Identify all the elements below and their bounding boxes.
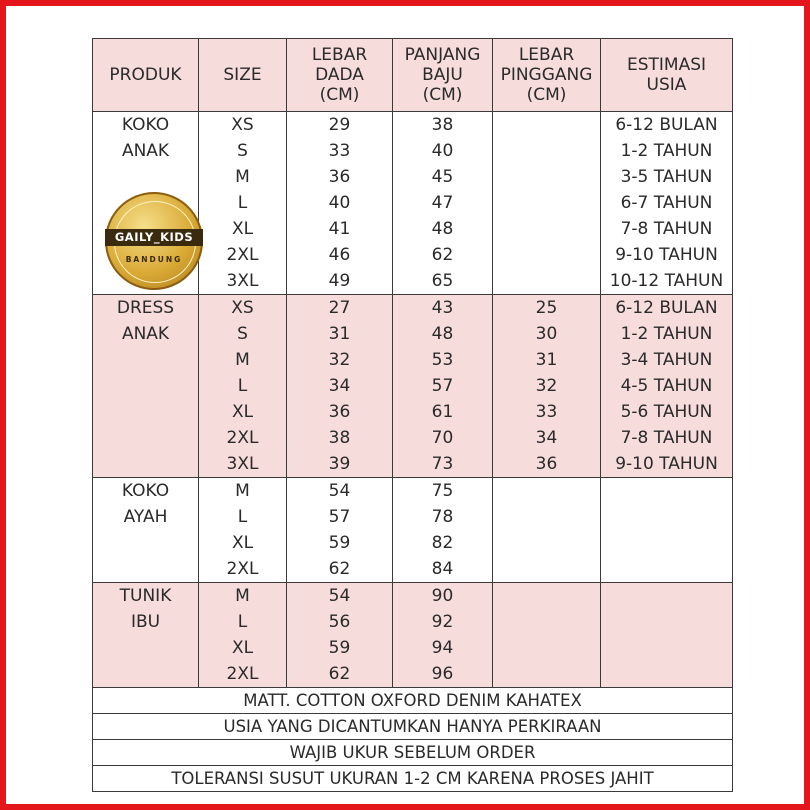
lebar-dada-cell xyxy=(287,478,393,583)
value: 6-12 BULAN xyxy=(615,298,718,318)
value: 34 xyxy=(535,428,558,448)
value: 38 xyxy=(431,115,454,135)
logo-city: BANDUNG xyxy=(125,255,183,264)
note-row xyxy=(93,688,733,714)
value: 43 xyxy=(431,298,454,318)
value: 40 xyxy=(328,193,351,213)
value: 56 xyxy=(328,612,351,632)
value: 92 xyxy=(431,612,454,632)
header-line: ESTIMASI xyxy=(626,55,707,75)
value: 45 xyxy=(431,167,454,187)
value: 49 xyxy=(328,271,351,291)
product-name-line: DRESS xyxy=(116,298,175,318)
value: 53 xyxy=(431,350,454,370)
usia-cell xyxy=(601,295,733,478)
value: 33 xyxy=(328,141,351,161)
value: 82 xyxy=(431,533,454,553)
header-line: USIA xyxy=(646,75,687,95)
value: 48 xyxy=(431,324,454,344)
header-lebar-dada xyxy=(287,39,393,112)
product-group-row xyxy=(93,478,733,583)
product-cell xyxy=(93,478,199,583)
value: 96 xyxy=(431,664,454,684)
value: 62 xyxy=(328,559,351,579)
value: M xyxy=(235,167,250,187)
product-cell xyxy=(93,295,199,478)
size-cell xyxy=(199,478,287,583)
size-cell xyxy=(199,583,287,688)
value: 57 xyxy=(328,507,351,527)
value: 3XL xyxy=(226,454,259,474)
lebar-pinggang-cell xyxy=(493,583,601,688)
value: 5-6 TAHUN xyxy=(620,402,713,422)
value: XL xyxy=(231,219,254,239)
value: XS xyxy=(231,115,254,135)
value: 36 xyxy=(535,454,558,474)
header-line: (CM) xyxy=(319,85,360,105)
value: 33 xyxy=(535,402,558,422)
value: 54 xyxy=(328,481,351,501)
value: 78 xyxy=(431,507,454,527)
lebar-dada-cell xyxy=(287,295,393,478)
value: 2XL xyxy=(226,428,259,448)
value: 30 xyxy=(535,324,558,344)
value: 57 xyxy=(431,376,454,396)
note-row xyxy=(93,714,733,740)
product-name-line: AYAH xyxy=(123,507,168,527)
value: 70 xyxy=(431,428,454,448)
value: 54 xyxy=(328,586,351,606)
value: 40 xyxy=(431,141,454,161)
value: 3-4 TAHUN xyxy=(620,350,713,370)
value: XL xyxy=(231,638,254,658)
value: S xyxy=(237,141,248,161)
size-cell xyxy=(199,112,287,295)
value: S xyxy=(237,324,248,344)
product-name-line: KOKO xyxy=(121,481,170,501)
value: 25 xyxy=(535,298,558,318)
value: M xyxy=(235,586,250,606)
value: 32 xyxy=(535,376,558,396)
value: 39 xyxy=(328,454,351,474)
value: 75 xyxy=(431,481,454,501)
panjang-baju-cell xyxy=(393,112,493,295)
product-name-line: ANAK xyxy=(121,324,170,344)
lebar-pinggang-cell xyxy=(493,478,601,583)
header-lebar-pinggang xyxy=(493,39,601,112)
lebar-dada-cell xyxy=(287,112,393,295)
value: 48 xyxy=(431,219,454,239)
product-cell xyxy=(93,583,199,688)
header-line: (CM) xyxy=(422,85,463,105)
value: 90 xyxy=(431,586,454,606)
value: 61 xyxy=(431,402,454,422)
value: 6-12 BULAN xyxy=(615,115,718,135)
value: 3-5 TAHUN xyxy=(620,167,713,187)
note-row xyxy=(93,740,733,766)
value: 10-12 TAHUN xyxy=(609,271,724,291)
value: M xyxy=(235,350,250,370)
header-line: PINGGANG xyxy=(500,65,593,85)
value: 73 xyxy=(431,454,454,474)
header-row xyxy=(93,39,733,112)
value: 1-2 TAHUN xyxy=(620,141,713,161)
header-line: LEBAR xyxy=(518,45,575,65)
header-line: BAJU xyxy=(422,65,463,85)
usia-cell xyxy=(601,112,733,295)
value: 3XL xyxy=(226,271,259,291)
size-cell xyxy=(199,295,287,478)
panjang-baju-cell xyxy=(393,478,493,583)
panjang-baju-cell xyxy=(393,583,493,688)
value: 36 xyxy=(328,167,351,187)
note-text: MATT. COTTON OXFORD DENIM KAHATEX xyxy=(93,688,733,714)
value: L xyxy=(237,376,248,396)
value: 41 xyxy=(328,219,351,239)
header-produk xyxy=(93,39,199,112)
value: 34 xyxy=(328,376,351,396)
lebar-dada-cell xyxy=(287,583,393,688)
value: XS xyxy=(231,298,254,318)
header-line: SIZE xyxy=(223,65,262,85)
value: XL xyxy=(231,533,254,553)
size-chart xyxy=(92,38,732,792)
note-text: USIA YANG DICANTUMKAN HANYA PERKIRAAN xyxy=(93,714,733,740)
product-name-line: KOKO xyxy=(121,115,170,135)
value: 62 xyxy=(431,245,454,265)
usia-cell xyxy=(601,583,733,688)
value: 36 xyxy=(328,402,351,422)
value: 47 xyxy=(431,193,454,213)
value: L xyxy=(237,507,248,527)
value: 2XL xyxy=(226,245,259,265)
value: 59 xyxy=(328,638,351,658)
header-line: LEBAR xyxy=(311,45,368,65)
header-line: PRODUK xyxy=(109,65,182,85)
product-name-line: ANAK xyxy=(121,141,170,161)
header-line: PANJANG xyxy=(404,45,481,65)
note-text: WAJIB UKUR SEBELUM ORDER xyxy=(93,740,733,766)
header-panjang-baju xyxy=(393,39,493,112)
value: L xyxy=(237,612,248,632)
logo-brand: GAILY_KIDS xyxy=(105,229,203,246)
header-size xyxy=(199,39,287,112)
gaily-kids-logo xyxy=(105,192,203,290)
value: 1-2 TAHUN xyxy=(620,324,713,344)
value: 9-10 TAHUN xyxy=(615,245,718,265)
note-row xyxy=(93,766,733,792)
value: 59 xyxy=(328,533,351,553)
size-table xyxy=(92,38,733,792)
value: 27 xyxy=(328,298,351,318)
value: XL xyxy=(231,402,254,422)
header-estimasi-usia xyxy=(601,39,733,112)
lebar-pinggang-cell xyxy=(493,112,601,295)
product-group-row xyxy=(93,295,733,478)
product-name-line: IBU xyxy=(130,612,161,632)
value: 31 xyxy=(328,324,351,344)
value: 38 xyxy=(328,428,351,448)
value: 46 xyxy=(328,245,351,265)
note-text: TOLERANSI SUSUT UKURAN 1-2 CM KARENA PROSES JAHIT xyxy=(93,766,733,792)
value: 62 xyxy=(328,664,351,684)
usia-cell xyxy=(601,478,733,583)
value: 9-10 TAHUN xyxy=(615,454,718,474)
value: 65 xyxy=(431,271,454,291)
product-name-line: TUNIK xyxy=(119,586,172,606)
value: 84 xyxy=(431,559,454,579)
value: 94 xyxy=(431,638,454,658)
product-group-row xyxy=(93,583,733,688)
lebar-pinggang-cell xyxy=(493,295,601,478)
value: 2XL xyxy=(226,559,259,579)
value: M xyxy=(235,481,250,501)
header-line: (CM) xyxy=(526,85,567,105)
value: 4-5 TAHUN xyxy=(620,376,713,396)
value: 31 xyxy=(535,350,558,370)
header-line: DADA xyxy=(315,65,364,85)
value: 7-8 TAHUN xyxy=(620,219,713,239)
value: 6-7 TAHUN xyxy=(620,193,713,213)
value: L xyxy=(237,193,248,213)
panjang-baju-cell xyxy=(393,295,493,478)
value: 29 xyxy=(328,115,351,135)
value: 7-8 TAHUN xyxy=(620,428,713,448)
value: 2XL xyxy=(226,664,259,684)
value: 32 xyxy=(328,350,351,370)
